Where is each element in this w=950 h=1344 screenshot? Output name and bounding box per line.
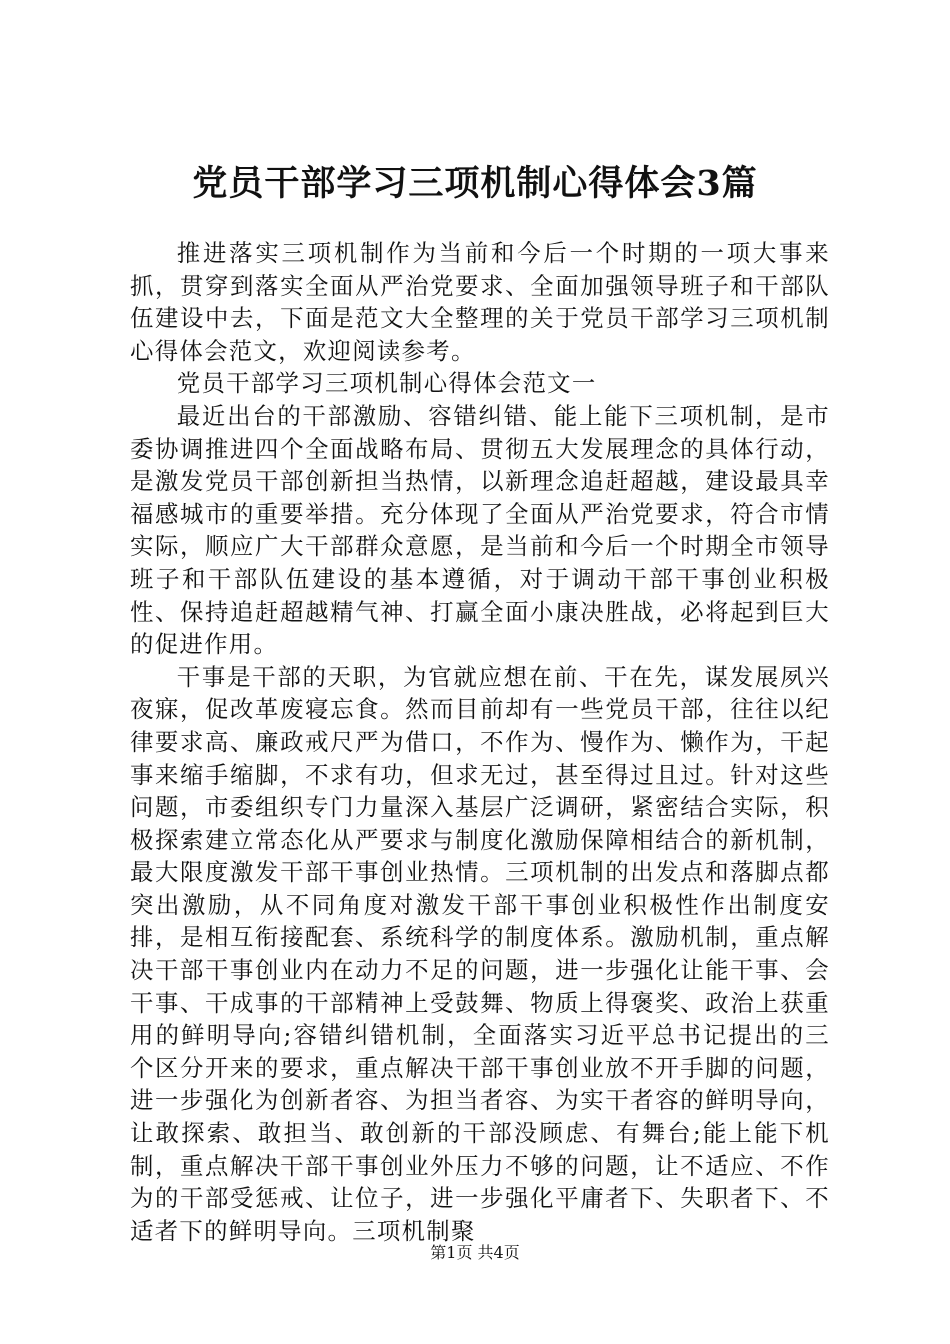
section-heading: 党员干部学习三项机制心得体会范文一 xyxy=(176,369,597,398)
document-title: 党员干部学习三项机制心得体会3篇 xyxy=(192,163,758,204)
document-body xyxy=(130,237,830,1247)
intro-paragraph: 推进落实三项机制作为当前和今后一个时期的一项大事来抓，贯穿到落实全面从严治党要求、全面加强领导班子和干部队伍建设中去，下面是范文大全整理的关于党员干部学习三项机制心得体会范文，欢迎阅读参考。 xyxy=(130,239,830,365)
body-paragraph: 干事是干部的天职，为官就应想在前、干在先，谋发展夙兴夜寐，促改革废寝忘食。然而目前却有一些党员干部，往往以纪律要求高、廉政戒尺严为借口，不作为、慢作为、懒作为，干起事来缩手缩脚，不求有功，但求无过，甚至得过且过。针对这些问题，市委组织专门力量深入基层广泛调研，紧密结合实际，积极探索建立常态化从严要求与制度化激励保障相结合的新机制，最大限度激发干部干事创业热情。三项机制的出发点和落脚点都突出激励，从不同角度对激发干部干事创业积极性作出制度安排，是相互衔接配套、系统科学的制度体系。激励机制，重点解决干部干事创业内在动力不足的问题，进一步强化让能干事、会干事、干成事的干部精神上受鼓舞、物质上得褒奖、政治上获重用的鲜明导向;容错纠错机制，全面落实习近平总书记提出的三个区分开来的要求，重点解决干部干事创业放不开手脚的问题，进一步强化为创新者容、为担当者容、为实干者容的鲜明导向，让敢探索、敢担当、敢创新的干部没顾虑、有舞台;能上能下机制，重点解决干部干事创业外压力不够的问题，让不适应、不作为的干部受惩戒、让位子，进一步强化平庸者下、失职者下、不适者下的鲜明导向。三项机制聚 xyxy=(130,662,830,1245)
page-number-footer: 第1页 共4页 xyxy=(430,1243,520,1262)
body-paragraph: 最近出台的干部激励、容错纠错、能上能下三项机制，是市委协调推进四个全面战略布局、贯彻五大发展理念的具体行动，是激发党员干部创新担当热情，以新理念追赶超越，建设最具幸福感城市的重要举措。充分体现了全面从严治党要求，符合市情实际，顺应广大干部群众意愿，是当前和今后一个时期全市领导班子和干部队伍建设的基本遵循，对于调动干部干事创业积极性、保持追赶超越精气神、打赢全面小康决胜战，必将起到巨大的促进作用。 xyxy=(130,401,830,659)
